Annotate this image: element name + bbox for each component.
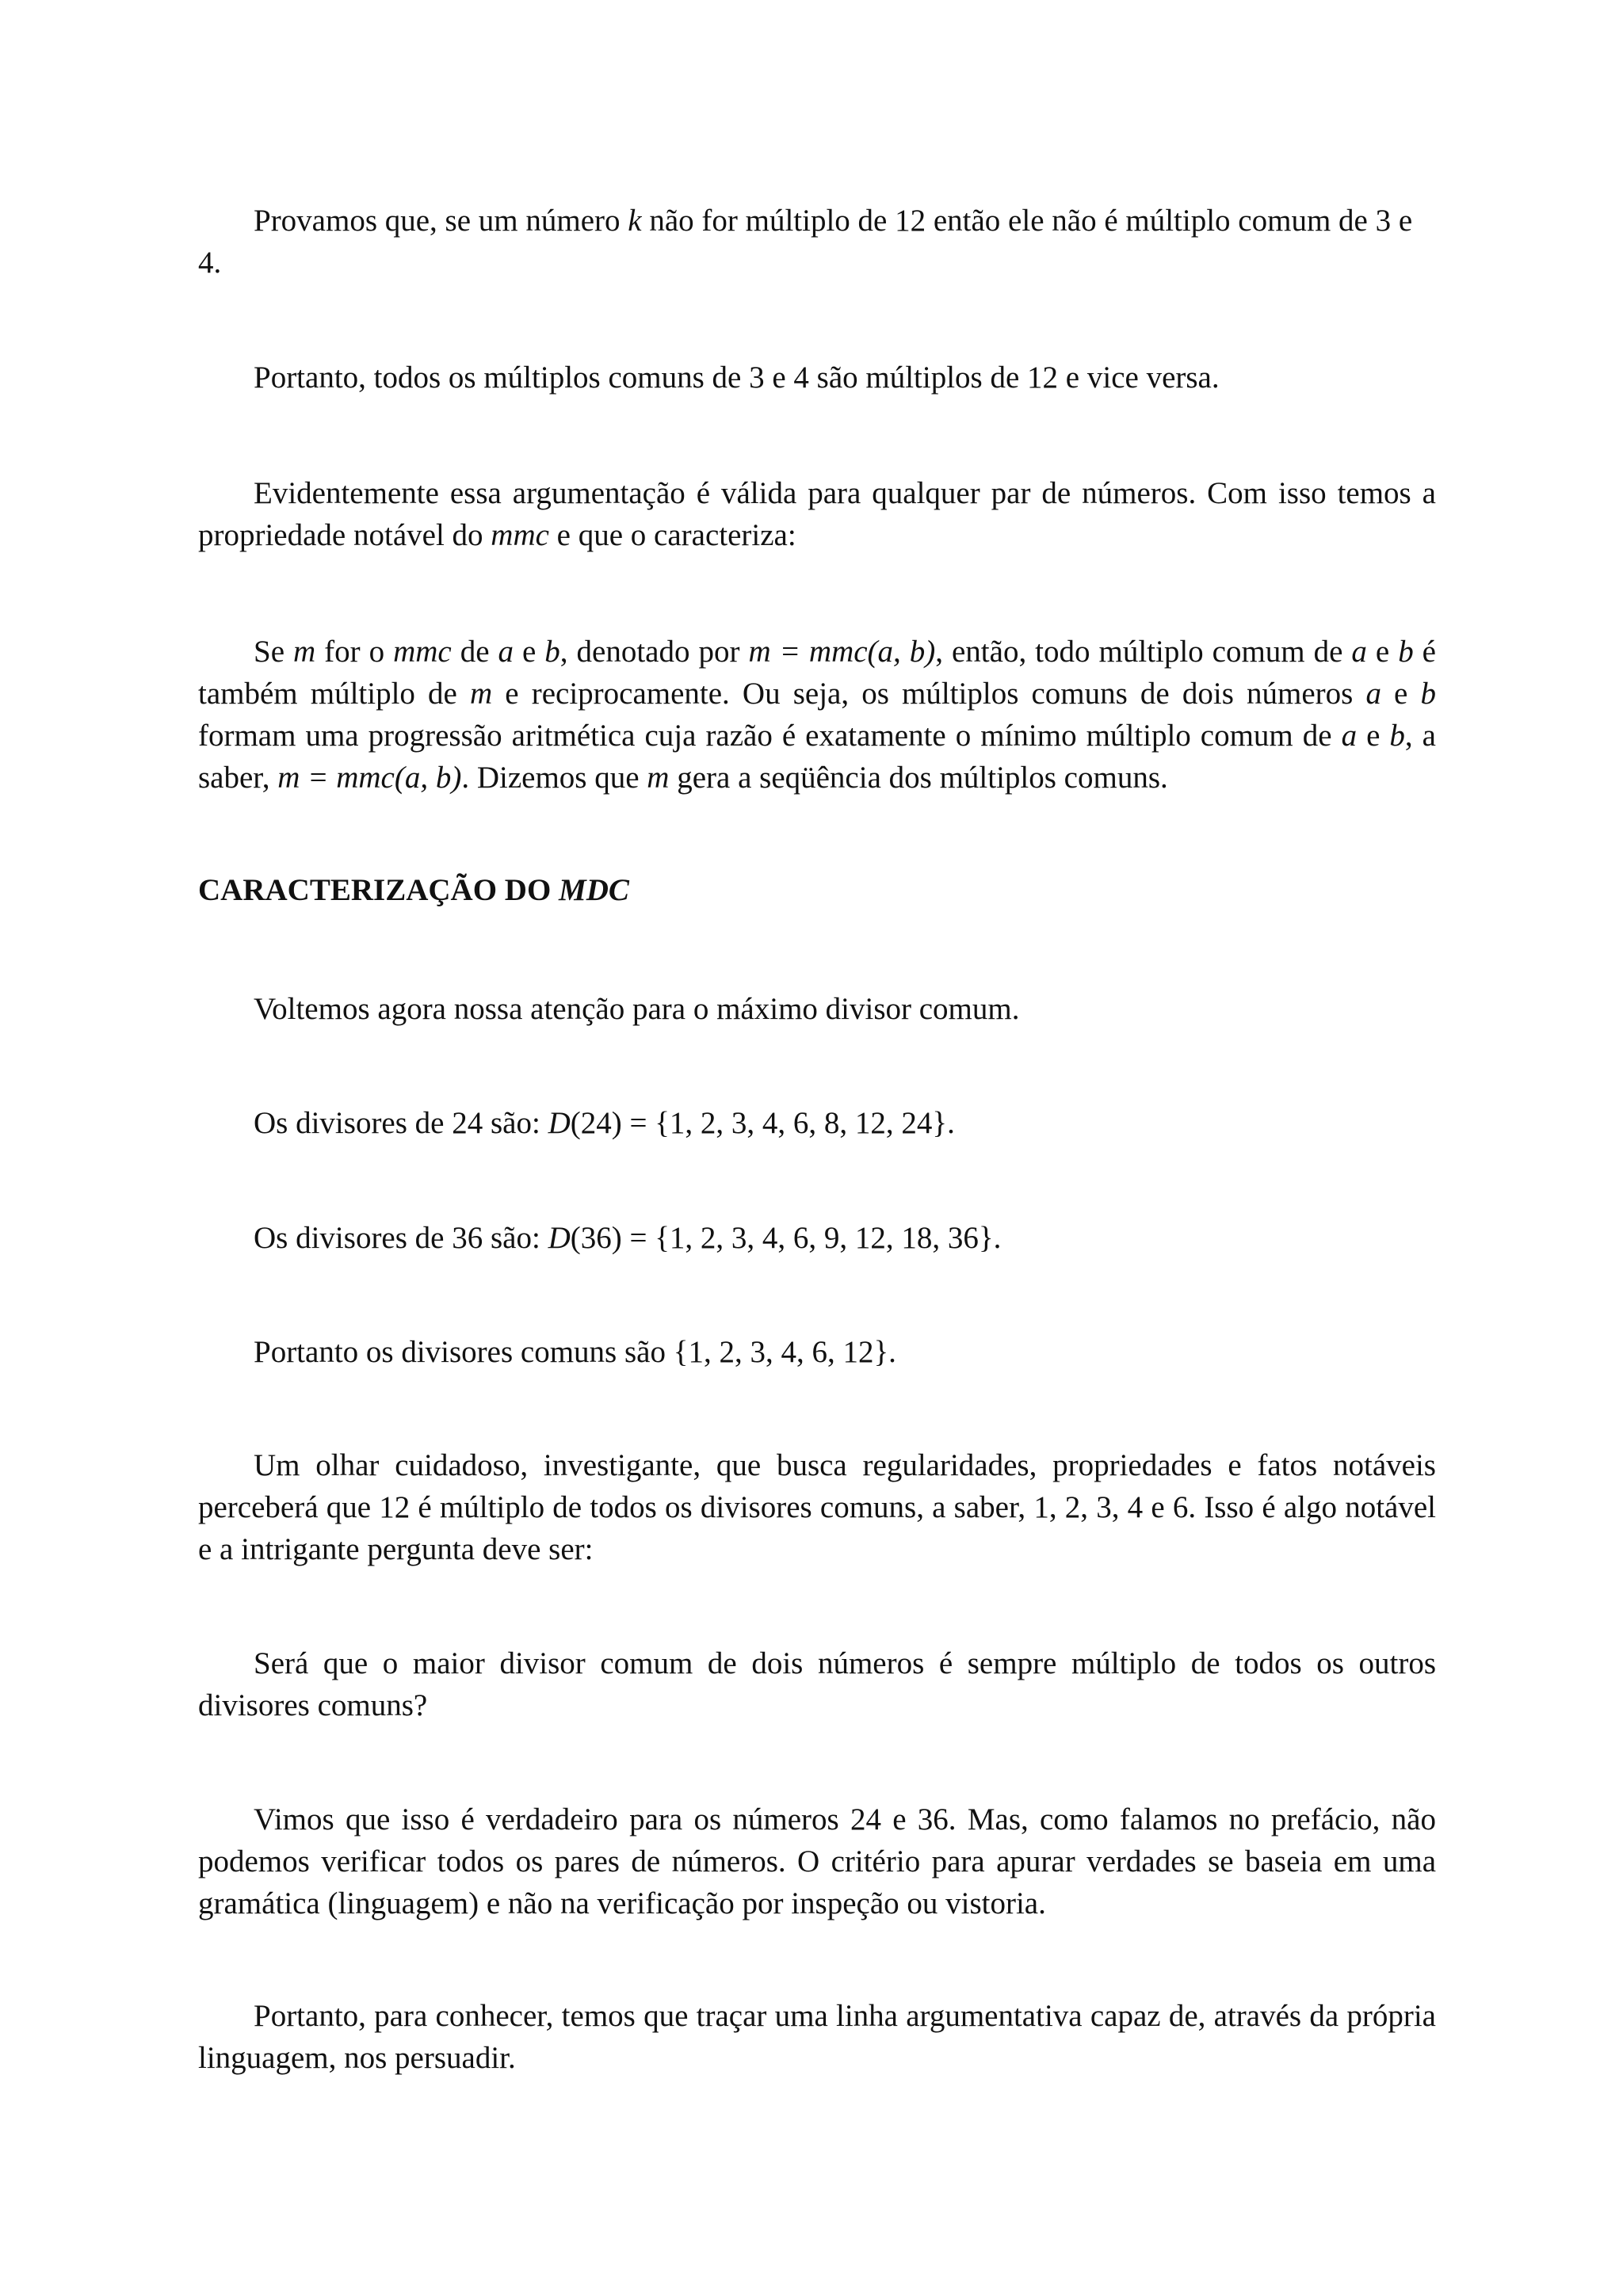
var-k: k [628,204,642,238]
paragraph-divisors-24: Os divisores de 24 são: D(24) = {1, 2, 3, 4, 6, 8, 12, 24}. [254,1106,955,1140]
equation-mmc: m = mmc(a, b) [748,635,936,669]
paragraph-4-property: Se m for o mmc de a e b, denotado por m = mmc(a, b), então, todo múltiplo comum de a e b é também múltiplo de m e reciprocamente. Ou seja, os múltiplos comuns de dois números a e b formam uma progressão aritmética cuja razão é exatamente o mínimo múltiplo comum de a e b, a saber, m = mmc(a, b). Dizemos que m gera a seqüência dos múltiplos comuns. [198,635,1436,795]
paragraph-common-divisors: Portanto os divisores comuns são {1, 2, 3, 4, 6, 12}. [254,1335,896,1369]
paragraph-1: Provamos que, se um número k não for múltiplo de 12 então ele não é múltiplo comum de 3 e 4. [198,204,1413,280]
section-heading: CARACTERIZAÇÃO DO MDC [198,873,629,907]
paragraph-9: Um olhar cuidadoso, investigante, que busca regularidades, propriedades e fatos notáveis perceberá que 12 é múltiplo de todos os divisores comuns, a saber, 1, 2, 3, 4 e 6. Isso é algo notável e a intrigante pergunta deve ser: [198,1448,1436,1566]
paragraph-question: Será que o maior divisor comum de dois números é sempre múltiplo de todos os outros divisores comuns? [198,1646,1436,1722]
paragraph-5: Voltemos agora nossa atenção para o máximo divisor comum. [254,992,1020,1026]
equation-mmc-2: m = mmc(a, b) [277,761,462,795]
paragraph-3: Evidentemente essa argumentação é válida para qualquer par de números. Com isso temos a propriedade notável do mmc e que o caracteriza: [198,476,1436,552]
paragraph-12: Portanto, para conhecer, temos que traçar uma linha argumentativa capaz de, através da própria linguagem, nos persuadir. [198,1999,1436,2075]
paragraph-divisors-36: Os divisores de 36 são: D(36) = {1, 2, 3, 4, 6, 9, 12, 18, 36}. [254,1221,1002,1255]
paragraph-11: Vimos que isso é verdadeiro para os números 24 e 36. Mas, como falamos no prefácio, não podemos verificar todos os pares de números. O critério para apurar verdades se baseia em uma gramática (linguagem) e não na verificação por inspeção ou vistoria. [198,1802,1436,1920]
paragraph-2: Portanto, todos os múltiplos comuns de 3 e 4 são múltiplos de 12 e vice versa. [254,360,1220,395]
